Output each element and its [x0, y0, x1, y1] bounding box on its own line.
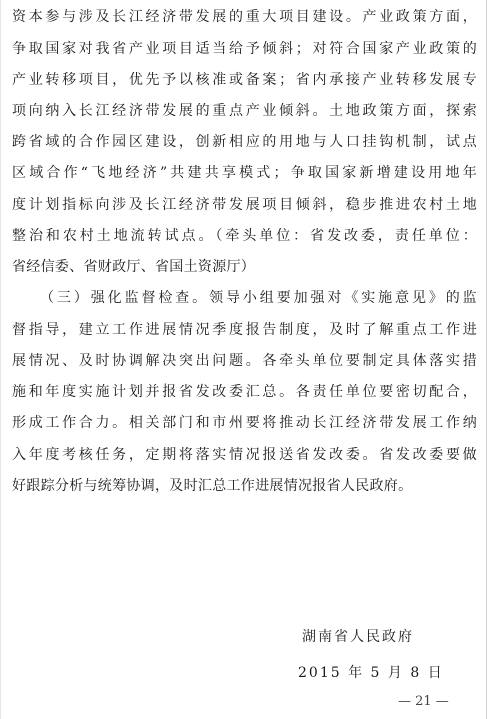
text-line: 区域合作“飞地经济”共建共享模式；争取国家新增建设用地年: [12, 165, 477, 181]
text-line: 资本参与涉及长江经济带发展的重大项目建设。产业政策方面，: [12, 9, 477, 25]
text-line: 度计划指标向涉及长江经济带发展项目倾斜，稳步推进农村土地: [12, 197, 477, 213]
text-line: 好跟踪分析与统筹协调，及时汇总工作进展情况报省人民政府。: [12, 478, 413, 494]
text-line: 争取国家对我省产业项目适当给予倾斜；对符合国家产业政策的: [12, 41, 477, 57]
section-heading-line: （三）强化监督检查。领导小组要加强对《实施意见》的监: [40, 290, 477, 306]
page-number: — 21 —: [398, 694, 449, 709]
page-edge-right: [486, 0, 487, 719]
text-line: 跨省域的合作园区建设，创新相应的用地与人口挂钩机制，试点: [12, 134, 477, 150]
text-line: 整治和农村土地流转试点。（牵头单位：省发改委，责任单位：: [12, 228, 477, 244]
text-line: 项向纳入长江经济带发展的重点产业倾斜。土地政策方面，探索: [12, 103, 477, 119]
text-line: 省经信委、省财政厅、省国土资源厅）: [12, 259, 256, 275]
text-line: 督指导，建立工作进展情况季度报告制度，及时了解重点工作进: [12, 322, 477, 338]
page-edge-left: [0, 0, 1, 719]
text-line: 形成工作合力。相关部门和市州要将推动长江经济带发展工作纳: [12, 415, 477, 431]
issue-date: 2015 年 5 月 8 日: [298, 665, 444, 681]
text-line: 入年度考核任务，定期将落实情况报送省发改委。省发改委要做: [12, 447, 477, 463]
text-line: 产业转移项目，优先予以核准或备案；省内承接产业转移发展专: [12, 72, 477, 88]
issuer-name: 湖南省人民政府: [302, 629, 414, 645]
text-line: 施和年度实施计划并报省发改委汇总。各责任单位要密切配合，: [12, 384, 477, 400]
text-line: 展情况、及时协调解决突出问题。各牵头单位要制定具体落实措: [12, 353, 477, 369]
